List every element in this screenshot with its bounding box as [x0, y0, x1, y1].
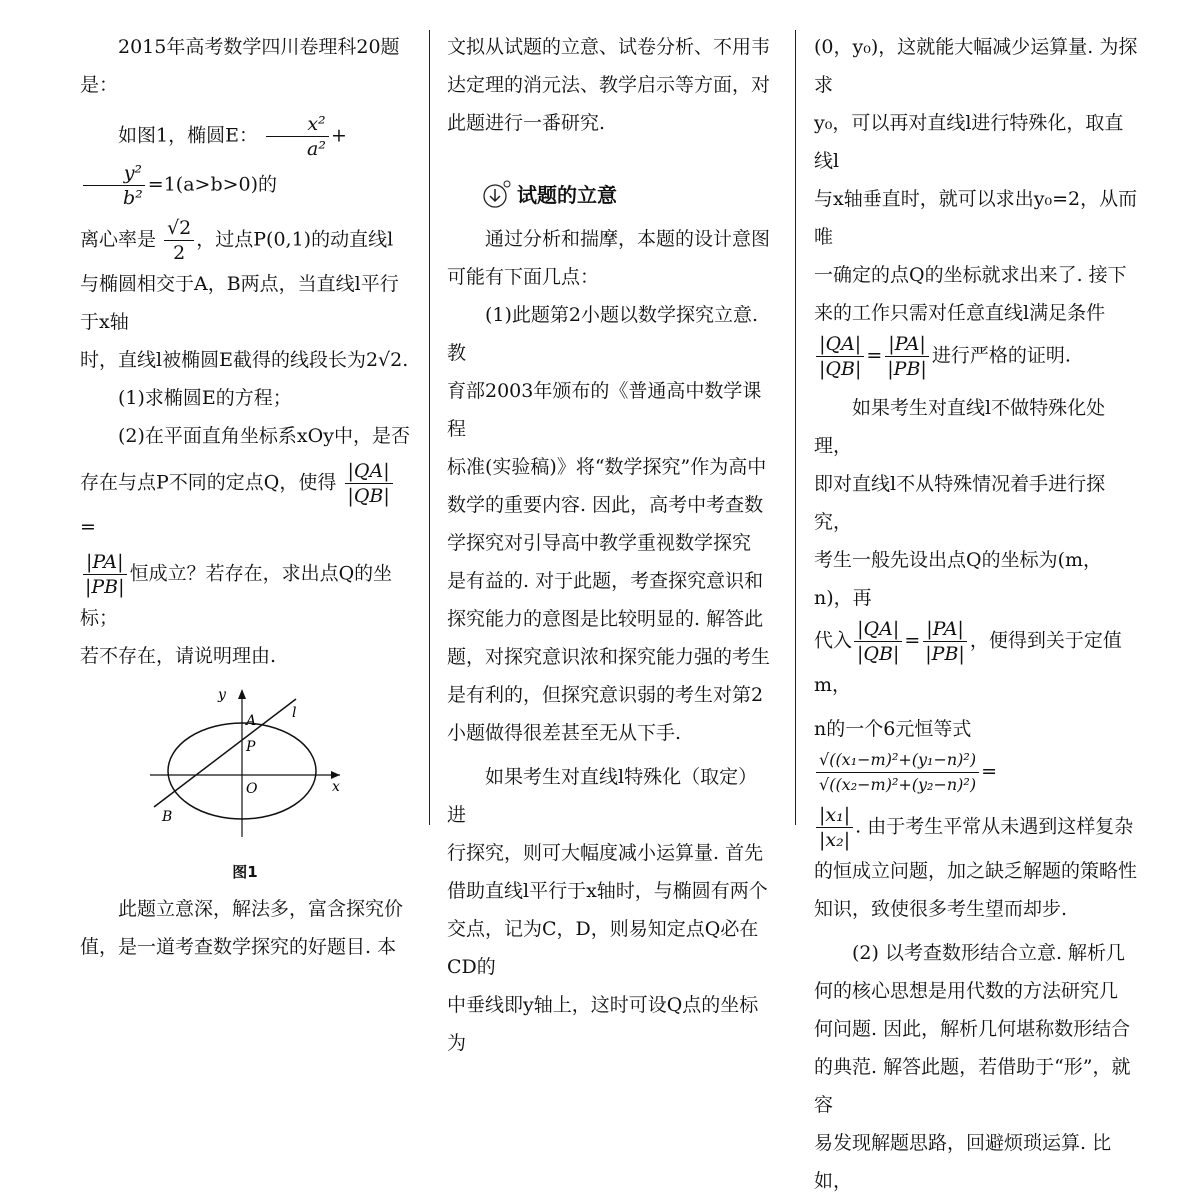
text-line: 易发现解题思路，回避烦琐运算. 比如，: [814, 1132, 1112, 1192]
text-line: 标准(实验稿)》将“数学探究”作为高中: [447, 456, 767, 478]
column-1: [80, 28, 410, 966]
section-heading: [481, 176, 775, 214]
down-arrow-circle-icon: [481, 180, 511, 210]
text: ，过点P(0,1)的动直线l: [196, 228, 394, 251]
text-line: 与x轴垂直时，就可以求出y₀=2，从而唯: [814, 188, 1138, 248]
text: 进行严格的证明.: [931, 344, 1071, 367]
text-line: 育部2003年颁布的《普通高中数学课程: [447, 380, 762, 440]
root-fraction: $\frac{\text{√((x₁−m)²+(y₁−n)²)}}{\text{√((x₂−m)²+(y₂−n)²)}}$: [816, 748, 979, 797]
text-line: 如果考生对直线l不做特殊化处理，: [814, 397, 1106, 457]
text-line: 可能有下面几点：: [447, 266, 600, 288]
text-line: (1)此题第2小题以数学探究立意. 教: [447, 304, 759, 364]
y-axis-arrow: [238, 689, 246, 699]
identity-line: [814, 710, 1138, 797]
text-line: 通过分析和揣摩，本题的设计意图: [485, 228, 771, 250]
column-divider: [429, 30, 430, 825]
figure-1: [80, 685, 410, 886]
text: n的一个6元恒等式: [814, 718, 972, 740]
label-O: O: [246, 781, 258, 797]
label-y: y: [218, 687, 226, 703]
label-x: x: [332, 779, 340, 795]
text-line: 值，是一道考查数学探究的好题目. 本: [80, 936, 397, 958]
fraction: $\frac{\text{y²}}{\text{b²}}$: [82, 161, 146, 210]
question-2: (2)在平面直角坐标系xOy中，是否: [118, 425, 410, 447]
text-line: 探究能力的意图是比较明显的. 解答此: [447, 608, 764, 630]
label-l: l: [292, 705, 297, 721]
text: 恒成立？若存在，求出点Q的坐标；: [80, 562, 393, 629]
fraction: $\frac{√2}{2}$: [164, 216, 194, 265]
x-axis-arrow: [331, 771, 340, 779]
text: 离心率是: [80, 228, 157, 251]
text-line: 题，对探究意识浓和探究能力强的考生: [447, 646, 771, 668]
plus-sign: +: [330, 124, 347, 147]
text-line: 如果考生对直线l特殊化（取定）进: [447, 766, 758, 826]
condition-line: [814, 332, 1138, 381]
fraction: $\frac{|PA|}{|PB|}$: [922, 617, 968, 666]
label-P: P: [246, 739, 256, 755]
text-line: 小题做得很差甚至无从下手.: [447, 722, 682, 744]
column-2: [447, 28, 775, 1062]
fraction: $\frac{|QA|}{|QB|}$: [854, 617, 902, 666]
ellipse-definition: [80, 112, 410, 210]
section-title: 试题的立意: [517, 183, 617, 207]
figure-caption: 图1: [232, 863, 258, 881]
equals-sign: =: [981, 760, 997, 783]
ratio-line: [80, 550, 410, 637]
fraction: $\frac{|QA|}{|QB|}$: [344, 459, 392, 508]
text-line: 是有益的. 对于此题，考查探究意识和: [447, 570, 764, 592]
text-line: 何问题. 因此，解析几何堪称数形结合: [814, 1018, 1131, 1040]
text-line: y₀，可以再对直线l进行特殊化，取直线l: [814, 112, 1124, 172]
text-line: 的恒成立问题，加之缺乏解题的策略性: [814, 860, 1138, 882]
text-line: 一确定的点Q的坐标就求出来了. 接下: [814, 264, 1127, 286]
conclusion-line: [814, 803, 1138, 852]
text-line: 知识，致使很多考生望而却步.: [814, 898, 1068, 920]
equals-sign: =: [904, 629, 921, 652]
text: . 由于考生平常从未遇到这样复杂: [855, 815, 1134, 838]
column-divider: [795, 30, 796, 825]
ratio-line: [80, 459, 410, 546]
ellipse-diagram: [80, 685, 410, 845]
label-B: B: [162, 809, 173, 825]
fraction: $\frac{|PA|}{|PB|}$: [884, 332, 930, 381]
paragraph: 2015年高考数学四川卷理科20题是：: [80, 36, 400, 96]
equals-sign: =: [80, 516, 96, 538]
text-line: 即对直线l不从特殊情况着手进行探究，: [814, 473, 1106, 533]
text-line: 数学的重要内容. 因此，高考中考查数: [447, 494, 764, 516]
text: 代入: [814, 629, 853, 652]
text-line: 借助直线l平行于x轴时，与椭圆有两个: [447, 880, 768, 902]
text-line: 行探究，则可大幅度减小运算量. 首先: [447, 842, 764, 864]
text-line: 文拟从试题的立意、试卷分析、不用韦: [447, 36, 771, 58]
text-line: 与椭圆相交于A，B两点，当直线l平行于x轴: [80, 273, 399, 333]
text-line: 学探究对引导高中教学重视数学探究: [447, 532, 752, 554]
substitution-line: [814, 617, 1138, 704]
text-line: 何的核心思想是用代数的方法研究几: [814, 980, 1119, 1002]
text-line: 的典范. 解答此题，若借助于“形”，就容: [814, 1056, 1131, 1116]
label-A: A: [246, 713, 257, 729]
text-line: (0，y₀)，这就能大幅减少运算量. 为探求: [814, 36, 1138, 96]
text-line: 中垂线即y轴上，这时可设Q点的坐标为: [447, 994, 759, 1054]
question-1: (1)求椭圆E的方程；: [118, 387, 292, 409]
text-line: 此题进行一番研究.: [447, 112, 606, 134]
fraction: $\frac{\text{x²}}{\text{a²}}$: [266, 112, 329, 161]
fraction: $\frac{|QA|}{|QB|}$: [816, 332, 864, 381]
text-line: (2) 以考查数形结合立意. 解析几: [852, 942, 1126, 964]
text-line: 此题立意深，解法多，富含探究价: [118, 898, 404, 920]
text-line: 来的工作只需对任意直线l满足条件: [814, 302, 1106, 324]
fraction: $\frac{|PA|}{|PB|}$: [82, 550, 128, 599]
line-l: [154, 699, 296, 807]
text-line: 达定理的消元法、教学启示等方面，对: [447, 74, 771, 96]
text: =1(a>b>0)的: [147, 173, 278, 196]
text-line: 考生一般先设出点Q的坐标为(m，n)，再: [814, 549, 1103, 609]
text: ，便得到关于定值m，: [814, 629, 1122, 696]
fraction: $\frac{\text{|x₁|}}{\text{|x₂|}}$: [816, 803, 853, 852]
eccentricity-line: [80, 216, 410, 265]
text-line: 若不存在，请说明理由.: [80, 645, 277, 667]
text-line: 时，直线l被椭圆E截得的线段长为2√2.: [80, 349, 409, 371]
text: 如图1，椭圆E：: [118, 124, 258, 147]
equals-sign: =: [866, 344, 883, 367]
text-line: 是有利的，但探究意识弱的考生对第2: [447, 684, 764, 706]
column-3: [814, 28, 1138, 1200]
text: 存在与点P不同的定点Q，使得: [80, 471, 337, 494]
text-line: 交点，记为C，D，则易知定点Q必在CD的: [447, 918, 759, 978]
